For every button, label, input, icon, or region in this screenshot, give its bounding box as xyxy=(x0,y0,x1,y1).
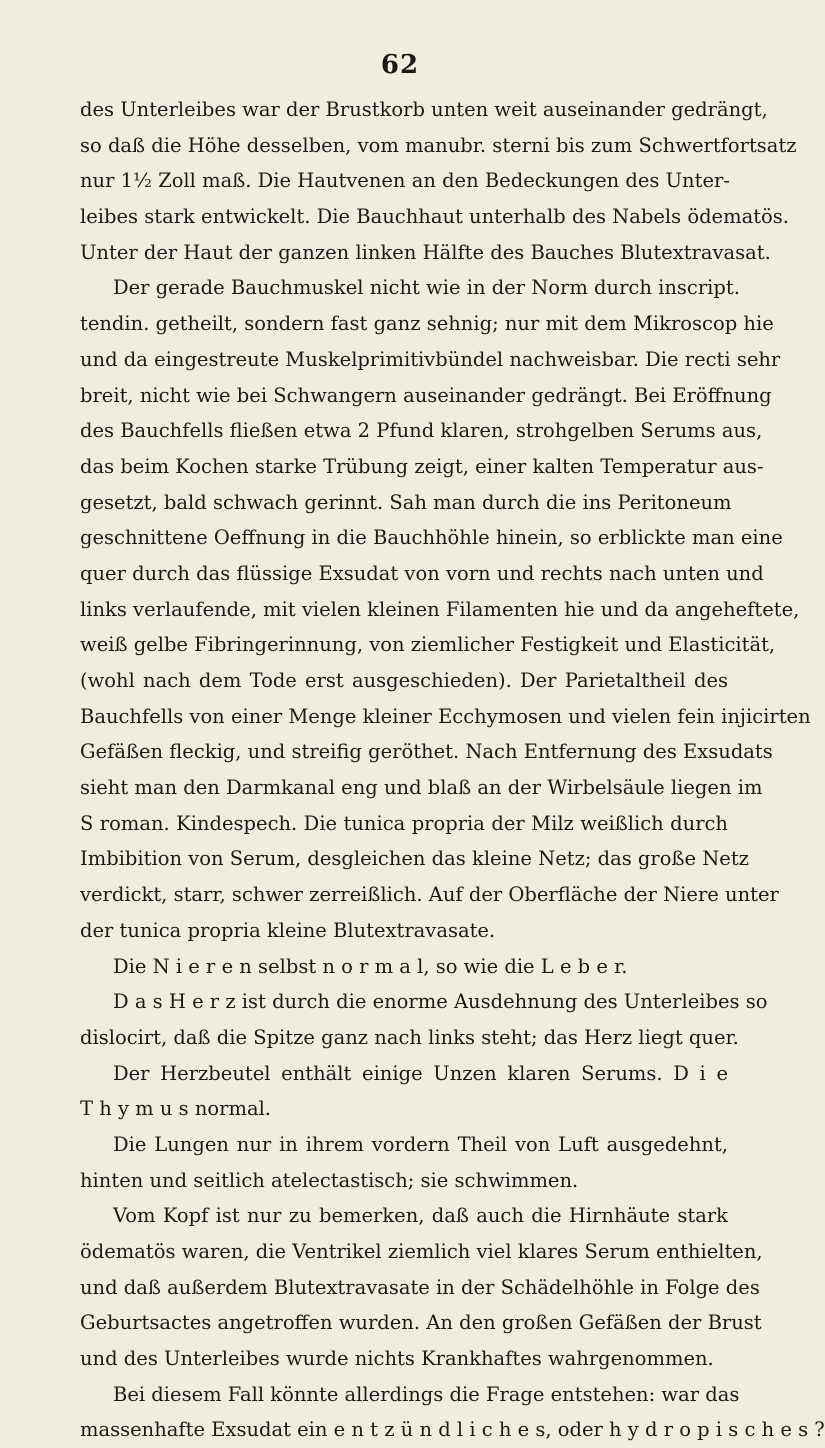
text-line: verdickt, starr, schwer zerreißlich. Auf der Oberfläche der Niere unter xyxy=(80,883,779,907)
text-line: das beim Kochen starke Trübung zeigt, einer kalten Temperatur aus- xyxy=(80,454,764,478)
text-line: D a s H e r z ist durch die enorme Ausdehnung des Unterleibes so xyxy=(113,990,768,1014)
text-line: Bauchfells von einer Menge kleiner Ecchymosen und vielen fein injicirten xyxy=(80,704,811,728)
text-line: Imbibition von Serum, desgleichen das kleine Netz; das große Netz xyxy=(80,847,749,871)
page-number: 62 xyxy=(380,50,420,80)
text-line: nur 1½ Zoll maß. Die Hautvenen an den Bedeckungen des Unter- xyxy=(80,169,730,193)
text-line: dislocirt, daß die Spitze ganz nach links steht; das Herz liegt quer. xyxy=(80,1025,739,1049)
text-line: Vom Kopf ist nur zu bemerken, daß auch die Hirnhäute stark xyxy=(113,1204,728,1228)
text-line: ödematös waren, die Ventrikel ziemlich viel klares Serum enthielten, xyxy=(80,1240,763,1263)
text-line: S roman. Kindespech. Die tunica propria der Milz weißlich durch xyxy=(80,811,728,835)
text-line: und daß außerdem Blutextravasate in der Schädelhöhle in Folge des xyxy=(80,1275,760,1299)
text-line: Die Lungen nur in ihrem vordern Theil von Luft ausgedehnt, xyxy=(113,1132,728,1156)
text-line: gesetzt, bald schwach gerinnt. Sah man durch die ins Peritoneum xyxy=(80,490,732,514)
text-line: Der Herzbeutel enthält einige Unzen klaren Serums. D i e xyxy=(113,1061,728,1085)
text-line: des Bauchfells fließen etwa 2 Pfund klaren, strohgelben Serums aus, xyxy=(80,419,763,443)
text-line: des Unterleibes war der Brustkorb unten weit auseinander gedrängt, xyxy=(80,98,768,121)
text-line: geschnittene Oeffnung in die Bauchhöhle hinein, so erblickte man eine xyxy=(80,526,783,550)
text-line: breit, nicht wie bei Schwangern auseinander gedrängt. Bei Eröffnung xyxy=(80,383,772,407)
text-line: Bei diesem Fall könnte allerdings die Frage entstehen: war das xyxy=(113,1382,740,1406)
text-line: und da eingestreute Muskelprimitivbündel nachweisbar. Die recti sehr xyxy=(80,347,781,371)
text-line: T h y m u s normal. xyxy=(80,1097,272,1121)
text-line: massenhafte Exsudat ein e n t z ü n d l i c h e s, oder h y d r o p i s c h e s ? xyxy=(80,1418,825,1442)
text-line: hinten und seitlich atelectastisch; sie schwimmen. xyxy=(80,1168,579,1192)
text-line: und des Unterleibes wurde nichts Krankhaftes wahrgenommen. xyxy=(80,1347,714,1371)
text-line: tendin. getheilt, sondern fast ganz sehnig; nur mit dem Mikroscop hie xyxy=(80,312,774,336)
text-line: Die N i e r e n selbst n o r m a l, so wie die L e b e r. xyxy=(113,954,628,978)
text-line: Unter der Haut der ganzen linken Hälfte des Bauches Blutextravasat. xyxy=(80,240,771,264)
text-line: links verlaufende, mit vielen kleinen Filamenten hie und da angeheftete, xyxy=(80,597,800,621)
text-line: der tunica propria kleine Blutextravasate. xyxy=(80,918,496,942)
text-line: Geburtsactes angetroffen wurden. An den großen Gefäßen der Brust xyxy=(80,1311,762,1335)
body-text xyxy=(80,92,825,1448)
text-line: Gefäßen fleckig, und streifig geröthet. Nach Entfernung des Exsudats xyxy=(80,740,773,764)
text-line: weiß gelbe Fibringerinnung, von ziemlicher Festigkeit und Elasticität, xyxy=(80,633,776,657)
text-line: (wohl nach dem Tode erst ausgeschieden). Der Parietaltheil des xyxy=(80,669,728,692)
text-line: leibes stark entwickelt. Die Bauchhaut unterhalb des Nabels ödematös. xyxy=(80,205,789,229)
text-line: quer durch das flüssige Exsudat von vorn und rechts nach unten und xyxy=(80,561,764,585)
text-line: so daß die Höhe desselben, vom manubr. sterni bis zum Schwertfortsatz xyxy=(80,133,797,157)
text-line: sieht man den Darmkanal eng und blaß an der Wirbelsäule liegen im xyxy=(80,776,763,800)
text-line: Der gerade Bauchmuskel nicht wie in der Norm durch inscript. xyxy=(113,276,740,300)
